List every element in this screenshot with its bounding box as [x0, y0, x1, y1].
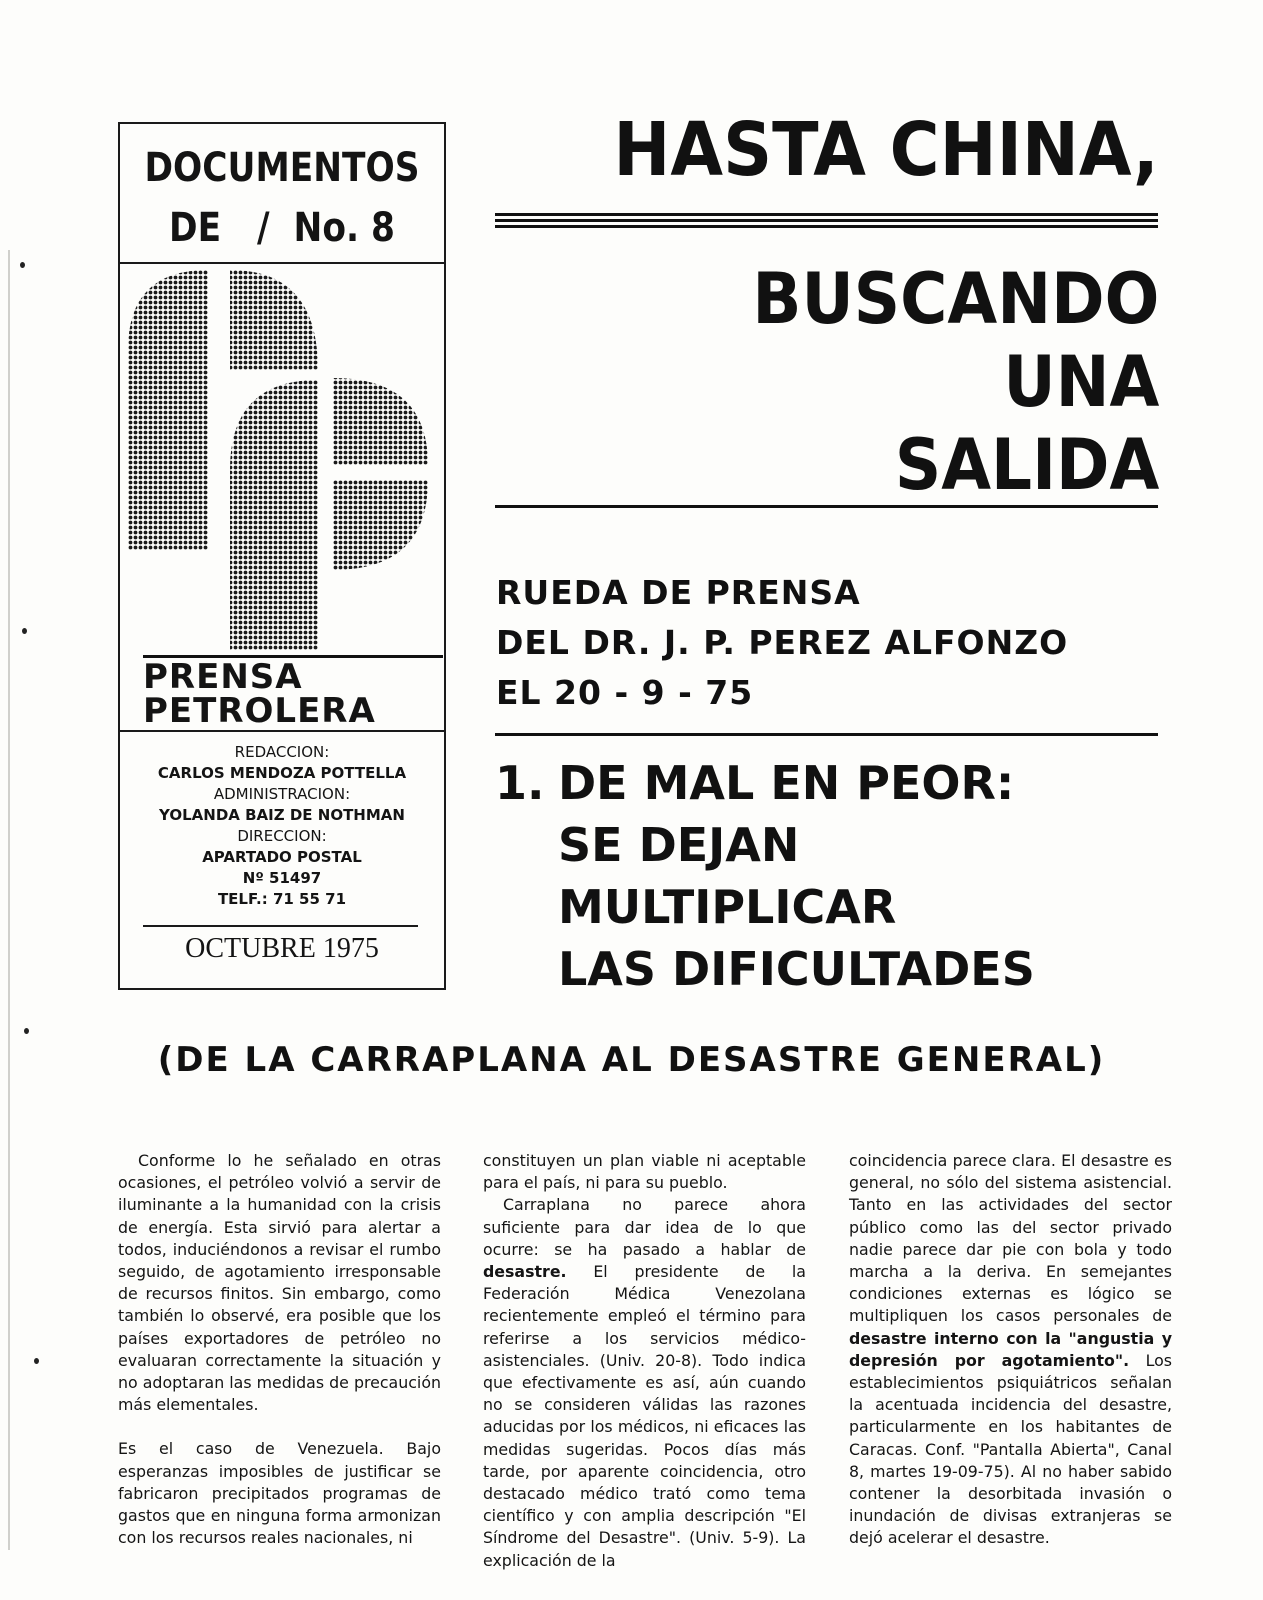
subheadline-line-2: DEL DR. J. P. PEREZ ALFONZO [496, 623, 1069, 662]
section-line-2: SE DEJAN [558, 818, 800, 872]
body-column-2 [483, 1150, 806, 1572]
brand-line-2: PETROLERA [143, 691, 376, 731]
staff-line: YOLANDA BAIZ DE NOTHMAN [159, 806, 405, 824]
prensa-petrolera-logo [128, 270, 438, 650]
issue-date: OCTUBRE 1975 [185, 933, 379, 964]
staff-line: CARLOS MENDOZA POTTELLA [157, 764, 407, 782]
subheadline-line-3: EL 20 - 9 - 75 [496, 673, 754, 712]
body-column-1 [118, 1150, 441, 1549]
masthead-divider [118, 730, 446, 732]
headline-rule [495, 505, 1158, 508]
masthead-divider [118, 262, 446, 264]
paragraph-text: coincidencia parece clara. El desastre es general, no sólo del sistema asistencial. Tanto en las actividades del sector público como las del sector privado nadie parece dar pie con bola y todo marcha a la deriva. En semejantes condiciones externas es lógico se multipliquen los casos personales de [849, 1151, 1172, 1326]
staff-line: TELF.: 71 55 71 [217, 890, 347, 908]
section-line-3: MULTIPLICAR [558, 880, 897, 934]
scan-speck [22, 628, 27, 634]
section-subtitle: (DE LA CARRAPLANA AL DESASTRE GENERAL) [157, 1040, 1106, 1080]
headline-line-1: HASTA CHINA, [613, 107, 1159, 193]
paragraph [483, 1194, 806, 1571]
brand-name [143, 657, 443, 731]
paragraph-text: Los establecimientos psiquiátricos señalan la acentuada incidencia del desastre, particularmente en los habitantes de Caracas. Conf. "Pantalla Abierta", Canal 8, martes 19-09-75). Al no haber sabido contener la desorbitada invasión o inundación de divisas extranjeras se dejó acelerar el desastre. [849, 1350, 1172, 1548]
staff-line: DIRECCION: [237, 827, 327, 845]
scan-speck [20, 262, 25, 268]
series-title [141, 138, 423, 258]
section-line-4: LAS DIFICULTADES [558, 942, 1035, 996]
emphasis: desastre interno con la "angustia y depresión por agotamiento". [849, 1328, 1172, 1370]
section-line-1: DE MAL EN PEOR: [558, 756, 1015, 810]
paragraph: Conforme lo he señalado en otras ocasiones, el petróleo volvió a servir de iluminante a la humanidad con la crisis de energía. Esta sirvió para alertar a todos, induciéndonos a revisar el rumbo seguido, de agotamiento irresponsable de recursos finitos. Sin embargo, como también lo observé, era posible que los países exportadores de petróleo no evaluaran correctamente la situación y no adoptaran las medidas de precaución más elementales. [118, 1151, 441, 1415]
date-divider [143, 925, 418, 927]
paragraph: Es el caso de Venezuela. Bajo esperanzas imposibles de justificar se fabricaron precipitados programas de gastos que en ninguna forma armonizan con los recursos reales nacionales, ni [118, 1439, 441, 1548]
scan-edge [8, 250, 10, 1550]
staff-line: APARTADO POSTAL [202, 848, 362, 866]
headline-main [752, 258, 1159, 507]
staff-line: ADMINISTRACION: [213, 785, 351, 803]
series-line-2: DE / No. 8 [169, 205, 395, 251]
subheadline [496, 568, 1068, 718]
section-title [558, 752, 1035, 1000]
section-number: 1. [495, 756, 545, 810]
scan-speck [24, 1028, 29, 1034]
paragraph-text: Carraplana no parece ahora suficiente para dar idea de lo que ocurre: se ha pasado a hablar de [483, 1195, 806, 1259]
emphasis: desastre. [483, 1262, 567, 1282]
paragraph: constituyen un plan viable ni aceptable para el país, ni para su pueblo. [483, 1151, 806, 1193]
brand-line-1: PRENSA [143, 657, 303, 697]
staff-credits [118, 742, 446, 910]
headline-line-2: BUSCANDO [752, 258, 1159, 340]
paragraph [849, 1150, 1172, 1550]
paragraph-text: El presidente de la Federación Médica Venezolana recientemente empleó el término para referirse a los servicios médico-asistenciales. (Univ. 20-8). Todo indica que efectivamente es así, aún cuando no se consideren válidas las razones aducidas por los médicos, ni eficaces las medidas sugeridas. Pocos días más tarde, por aparente coincidencia, otro destacado médico trató como tema científico y con amplia descripción "El Síndrome del Desastre". (Univ. 5-9). La explicación de la [483, 1262, 806, 1570]
headline-line-3: UNA [1002, 341, 1159, 423]
scan-speck [34, 1358, 39, 1364]
subheadline-rule [495, 733, 1158, 736]
staff-line: REDACCION: [234, 743, 330, 761]
body-column-3 [849, 1150, 1172, 1550]
triple-rule [495, 213, 1158, 231]
headline-line-4: SALIDA [894, 424, 1159, 506]
staff-line: Nº 51497 [242, 869, 322, 887]
series-line-1: DOCUMENTOS [144, 145, 420, 191]
subheadline-line-1: RUEDA DE PRENSA [496, 573, 861, 612]
